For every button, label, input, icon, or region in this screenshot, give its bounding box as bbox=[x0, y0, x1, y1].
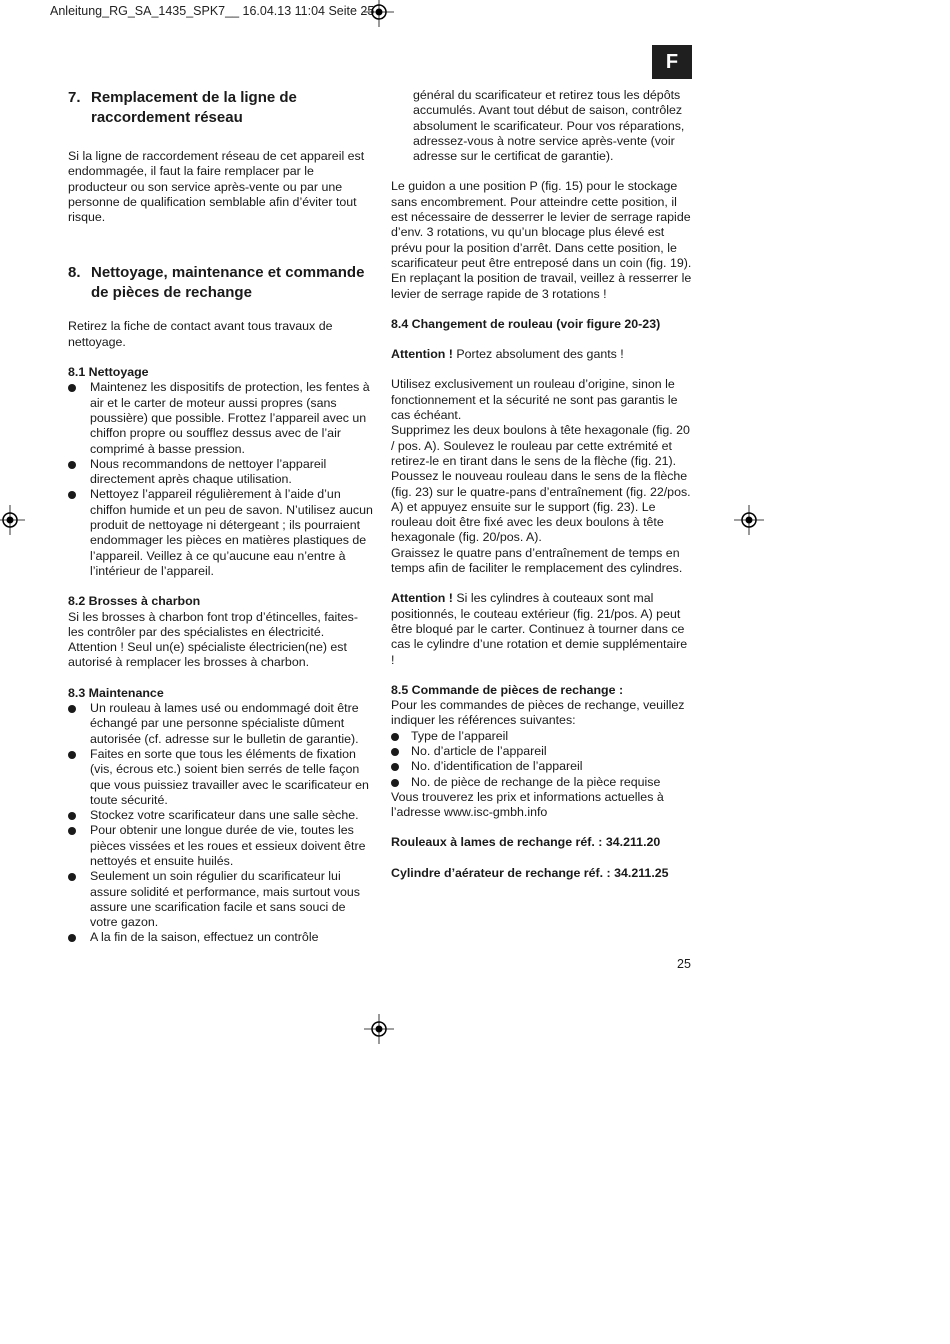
cylinder-warning bbox=[391, 591, 694, 667]
list-item: A la fin de la saison, effectuez un contrôle bbox=[68, 930, 373, 945]
handlebar-storage-text: Le guidon a une position P (fig. 15) pour le stockage sans encombrement. Pour atteindre cette position, il est nécessaire de desserrer le levier de serrage rapide d’env. 3 rotations, vu qu’un blocage plus élevé est prévu pour la position d’arrêt. Dans cette position, le scarificateur peut être entreposé dans un coin (fig. 19). En replaçant la position de travail, veillez à resserrer le levier de serrage rapide de 3 rotations ! bbox=[391, 179, 692, 301]
attention-label: Attention ! bbox=[391, 347, 453, 362]
maintenance-list bbox=[68, 701, 373, 946]
registration-mark-right bbox=[734, 505, 764, 535]
language-tab: F bbox=[652, 45, 692, 79]
maintenance-continuation: général du scarificateur et retirez tous les dépôts accumulés. Avant tout début de saison, contrôlez absolument le scarificateur. Pour vos réparations, adressez-vous à notre service après-vente (voir adresse sur le certificat de garantie). bbox=[413, 88, 685, 164]
attention-text: Portez absolument des gants ! bbox=[452, 347, 624, 362]
subsection-8-5-title: 8.5 Commande de pièces de rechange : bbox=[391, 682, 624, 697]
subsection-8-2-title: 8.2 Brosses à charbon bbox=[68, 594, 201, 609]
list-item: Faites en sorte que tous les éléments de fixation (vis, écrous etc.) soient bien serrés de telle façon que vous puissiez travailler avec le scarificateur en toute sécurité. bbox=[68, 747, 373, 808]
subsection-8-1-title: 8.1 Nettoyage bbox=[68, 365, 149, 380]
cleaning-list bbox=[68, 380, 373, 579]
section-7-heading bbox=[68, 88, 373, 127]
gloves-warning bbox=[391, 347, 694, 362]
section-8-number: 8. bbox=[68, 264, 81, 282]
subsection-8-2-body: Si les brosses à charbon font trop d’étincelles, faites-les contrôler par des spécialistes en électricité. bbox=[68, 609, 358, 639]
left-column bbox=[68, 88, 373, 946]
list-item: Seulement un soin régulier du scarificateur lui assure solidité et performance, mais surtout vous assure une scarification facile et sans souci de votre gazon. bbox=[68, 869, 373, 930]
greasing-note: Graissez le quatre pans d’entraînement de temps en temps afin de faciliter le remplacement des cylindres. bbox=[391, 545, 683, 576]
roller-replacement-steps: Supprimez les deux boulons à tête hexagonale (fig. 20 / pos. A). Soulevez le rouleau par cette extrémité et retirez-le en tirant dans le sens de la flèche (fig. 21). Poussez le nouveau rouleau dans le sens de la flèche (fig. 23) sur le quatre-pans d’entraînement (fig. 22/pos. A) et appuyez ensuite sur le support (fig. 23). Le rouleau doit être fixé avec les deux boulons à tête hexagonale (fig. 20/pos. A). bbox=[391, 423, 691, 545]
attention-label: Attention ! bbox=[391, 591, 453, 606]
page-number: 25 bbox=[677, 957, 691, 971]
subsection-8-4-title: 8.4 Changement de rouleau (voir figure 20-23) bbox=[391, 316, 661, 331]
subsection-8-2-attention: Attention ! Seul un(e) spécialiste électricien(ne) est autorisé à remplacer les brosses à charbon. bbox=[68, 640, 347, 670]
registration-mark-left bbox=[0, 505, 25, 535]
section-8-intro: Retirez la fiche de contact avant tous travaux de nettoyage. bbox=[68, 319, 333, 349]
attention-text: Si les cylindres à couteaux sont mal positionnés, le couteau extérieur (fig. 21/pos. A) peut être bloqué par le carter. Continuez à tourner dans ce cas le cylindre d’une rotation et demie supplémentaire ! bbox=[391, 591, 688, 667]
spare-parts-list bbox=[391, 729, 694, 790]
subsection-8-3-title: 8.3 Maintenance bbox=[68, 685, 164, 700]
list-item: Nettoyez l’appareil régulièrement à l’aide d’un chiffon humide et un peu de savon. N’utilisez aucun produit de nettoyage ni détergeant ; ils pourraient endommager les pièces en matières plastiques de l’appareil. Veillez à ce qu’aucune eau n’entre à l’intérieur de l’appareil. bbox=[68, 487, 373, 579]
list-item: Un rouleau à lames usé ou endommagé doit être échangé par une personne spécialiste dûment autorisée (cf. adresse sur le bulletin de garantie). bbox=[68, 701, 373, 747]
spare-parts-intro: Pour les commandes de pièces de rechange, veuillez indiquer les références suivantes: bbox=[391, 698, 685, 728]
aerator-cylinder-reference: Cylindre d’aérateur de rechange réf. : 34.211.25 bbox=[391, 865, 669, 880]
section-7-title: Remplacement de la ligne de raccordement réseau bbox=[91, 89, 297, 126]
right-column bbox=[391, 88, 694, 881]
list-item: Nous recommandons de nettoyer l’appareil directement après chaque utilisation. bbox=[68, 457, 373, 488]
list-item: No. de pièce de rechange de la pièce requise bbox=[391, 775, 694, 790]
list-item: No. d’article de l’appareil bbox=[391, 744, 694, 759]
section-7-number: 7. bbox=[68, 89, 81, 106]
spare-parts-outro: Vous trouverez les prix et informations actuelles à l’adresse www.isc-gmbh.info bbox=[391, 789, 664, 820]
roller-original-note: Utilisez exclusivement un rouleau d’origine, sinon le fonctionnement et la sécurité ne sont pas garantis le cas échéant. bbox=[391, 377, 678, 423]
list-item: Maintenez les dispositifs de protection, les fentes à air et le carter de moteur aussi propres (sans poussière) que possible. Frottez l’appareil avec un chiffon propre ou soufflez dessus avec de l’air comprimé à basse pression. bbox=[68, 380, 373, 456]
section-8-heading bbox=[68, 263, 373, 302]
blade-roller-reference: Rouleaux à lames de rechange réf. : 34.211.20 bbox=[391, 835, 661, 850]
list-item: No. d’identification de l’appareil bbox=[391, 759, 694, 774]
print-slug: Anleitung_RG_SA_1435_SPK7__ 16.04.13 11:04 Seite 25 bbox=[50, 4, 375, 18]
section-8-title: Nettoyage, maintenance et commande de pièces de rechange bbox=[91, 264, 365, 301]
registration-mark-bottom bbox=[364, 1014, 394, 1044]
registration-mark-top bbox=[364, 0, 394, 27]
list-item: Type de l’appareil bbox=[391, 729, 694, 744]
section-7-body: Si la ligne de raccordement réseau de cet appareil est endommagée, il faut la faire remplacer par le producteur ou son service après-vente ou par une personne de qualification semblable afin d’éviter tout risque. bbox=[68, 149, 365, 225]
list-item: Stockez votre scarificateur dans une salle sèche. bbox=[68, 808, 373, 823]
list-item: Pour obtenir une longue durée de vie, toutes les pièces vissées et les roues et essieux doivent être nettoyés et ensuite huilés. bbox=[68, 823, 373, 869]
